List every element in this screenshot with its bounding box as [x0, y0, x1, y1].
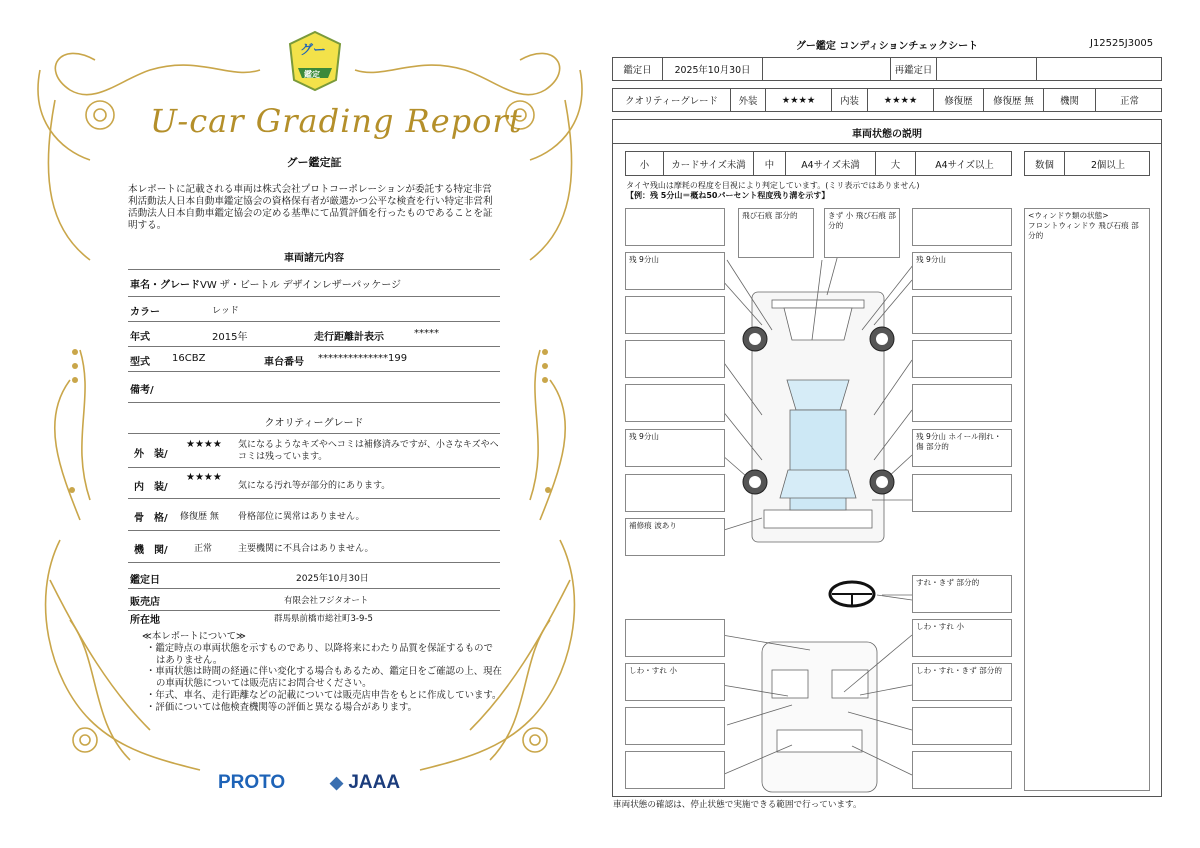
diagram-box-left-rear-tire: 残 9分山 — [625, 429, 725, 467]
grade-comment: 骨格部位に異常はありません。 — [238, 512, 365, 522]
empty-cell — [763, 58, 891, 80]
jaaa-logo-text: JAAA — [348, 772, 401, 793]
grade-summary-row — [612, 88, 1162, 112]
spec-row-name — [128, 271, 500, 297]
diagram-box-interior: しわ・すれ 小 — [625, 663, 725, 701]
year-label: 年式 — [130, 332, 150, 343]
checksheet-code: J12525J3005 — [1090, 38, 1154, 49]
empty-cell — [1037, 58, 1163, 80]
diagram-box — [625, 340, 725, 378]
interior-label: 内装 — [832, 89, 868, 111]
grade-value: ★★★★ — [186, 439, 222, 450]
tire-note-example: 【例：残 5分山＝概ね50パーセント程度残り溝を示す】 — [626, 191, 830, 200]
diagram-box-interior: しわ・すれ・きず 部分的 — [912, 663, 1012, 701]
diagram-box — [625, 474, 725, 512]
diagram-box — [912, 474, 1012, 512]
exterior-value: ★★★★ — [766, 89, 832, 111]
grade-comment: 気になる汚れ等が部分的にあります。 — [238, 481, 391, 491]
count-label: 数個 — [1025, 152, 1065, 175]
diagram-box-front-glass: 飛び石痕 部分的 — [738, 208, 814, 258]
grade-row-engine — [128, 532, 500, 563]
legend-small: 小 — [626, 152, 664, 175]
date-label: 鑑定日 — [613, 58, 663, 80]
note-item: ・車両状態は時間の経過に伴い変化する場合もあるため、鑑定日をご確認の上、現在の車両状態については販売店にお問合せください。 — [146, 666, 502, 690]
grade-label: 骨 格/ — [134, 513, 168, 524]
diagram-box — [912, 707, 1012, 745]
diagram-box-interior: しわ・すれ 小 — [912, 619, 1012, 657]
count-legend — [1024, 151, 1150, 176]
mileage-value: ***** — [414, 328, 439, 339]
grade-row-interior — [128, 469, 500, 499]
interior-value: ★★★★ — [868, 89, 934, 111]
diagram-box-front: きず 小 飛び石痕 部分的 — [824, 208, 900, 258]
repair-value: 修復歴 無 — [984, 89, 1044, 111]
note-item: ・年式、車名、走行距離などの記載については販売店申告をもとに作成しています。 — [146, 689, 502, 701]
window-state-box — [1024, 208, 1150, 791]
diagram-box-right-rear-tire: 残 9分山 ホイール削れ・傷 部分的 — [912, 429, 1012, 467]
name-value: VW ザ・ビートル デザインレザーパッケージ — [200, 280, 402, 291]
grade-value: 正常 — [194, 544, 213, 554]
window-heading: <ウィンドウ類の状態> — [1028, 211, 1109, 220]
repair-label: 修復歴 — [934, 89, 984, 111]
diagram-box — [912, 384, 1012, 422]
grade-label: 機 関/ — [134, 545, 168, 556]
model-value: 16CBZ — [172, 353, 206, 364]
diagram-box — [912, 340, 1012, 378]
reappraisal-label: 再鑑定日 — [891, 58, 937, 80]
note-item: ・鑑定時点の車両状態を示すものであり、以降将来にわたり品質を保証するものではありません。 — [146, 642, 493, 666]
diagram-box — [912, 208, 1012, 246]
year-value: 2015年 — [212, 332, 248, 343]
count-value: 2個以上 — [1090, 159, 1126, 171]
engine-value: 正常 — [1120, 96, 1139, 107]
diagram-box — [625, 619, 725, 657]
legend-small-desc: カードサイズ未満 — [664, 152, 754, 175]
diagram-box — [625, 208, 725, 246]
spec-row-remarks — [128, 373, 500, 403]
mileage-label: 走行距離計表示 — [314, 332, 384, 343]
condition-heading: 車両状態の説明 — [852, 129, 922, 140]
proto-logo — [218, 772, 285, 794]
diagram-box — [625, 296, 725, 334]
appraisal-date-label: 鑑定日 — [130, 575, 160, 586]
diagram-box — [912, 751, 1012, 789]
grade-label: 内 装/ — [134, 482, 168, 493]
size-legend — [625, 151, 1012, 176]
diagram-box-left-front-tire: 残 9分山 — [625, 252, 725, 290]
dealer-name: 有限会社フジタオート — [284, 596, 369, 606]
dealer-label: 販売店 — [130, 597, 160, 608]
appraisal-date: 2025年10月30日 — [296, 574, 369, 584]
footer-note: 車両状態の確認は、停止状態で実施できる範囲で行っています。 — [613, 800, 862, 810]
date-row — [612, 57, 1162, 81]
report-notes — [142, 631, 502, 714]
chassis-value: **************199 — [318, 353, 408, 364]
legend-large: 大 — [876, 152, 916, 175]
spec-heading: 車両諸元内容 — [284, 253, 344, 264]
grade-comment: 気になるようなキズやヘコミは補修済みですが、小さなキズやヘコミは残っています。 — [238, 440, 499, 462]
notes-heading: ≪本レポートについて≫ — [142, 631, 246, 642]
checksheet-title: グー鑑定 コンディションチェックシート — [795, 41, 979, 52]
car-interior-outline — [762, 642, 877, 792]
grade-label: クオリティーグレード — [613, 89, 731, 111]
color-value: レッド — [212, 306, 239, 316]
goo-appraisal-badge — [288, 30, 342, 92]
certificate-heading: グー鑑定証 — [286, 156, 342, 169]
diagram-box — [625, 751, 725, 789]
grade-heading: クオリティーグレード — [264, 418, 364, 429]
grade-label: 外 装/ — [134, 449, 168, 460]
grade-comment: 主要機関に不具合はありません。 — [238, 544, 374, 554]
diagram-box — [625, 707, 725, 745]
badge-bottom-text: 鑑定 — [304, 70, 320, 79]
diagram-box-steering: すれ・きず 部分的 — [912, 575, 1012, 613]
appraisal-date-row — [128, 566, 500, 589]
legend-medium: 中 — [754, 152, 786, 175]
jaaa-mark-icon: ◆ — [330, 773, 344, 792]
legend-medium-desc: A4サイズ未満 — [786, 152, 876, 175]
remarks-label: 備考/ — [130, 385, 154, 396]
grade-value: 修復歴 無 — [180, 512, 219, 522]
diagram-box — [625, 384, 725, 422]
diagram-box-right-front-tire: 残 9分山 — [912, 252, 1012, 290]
jaaa-logo — [330, 772, 400, 794]
badge-top-text: グー — [300, 43, 327, 58]
date-value: 2025年10月30日 — [663, 58, 763, 80]
spec-row-color — [128, 298, 500, 322]
legend-large-desc: A4サイズ以上 — [935, 159, 994, 171]
exterior-label: 外装 — [731, 89, 766, 111]
note-item: ・評価については他検査機関等の評価と異なる場合があります。 — [146, 701, 417, 713]
diagram-box — [912, 296, 1012, 334]
chassis-label: 車台番号 — [264, 357, 304, 368]
name-label: 車名・グレード — [130, 280, 200, 291]
divider — [612, 143, 1162, 144]
reappraisal-value — [937, 58, 1037, 80]
model-label: 型式 — [130, 357, 150, 368]
diagram-box-left-repair: 補修痕 波あり — [625, 518, 725, 556]
report-title: U-car Grading Report — [150, 102, 523, 140]
dealer-row — [128, 590, 500, 611]
window-state: フロントウィンドウ 飛び石痕 部分的 — [1028, 221, 1139, 240]
grade-value: ★★★★ — [186, 472, 222, 483]
address-label: 所在地 — [130, 615, 160, 626]
address: 群馬県前橋市総社町3-9-5 — [274, 614, 373, 624]
proto-logo-text: PROTO — [218, 772, 286, 793]
divider — [128, 269, 500, 270]
tire-note: タイヤ残山は摩耗の程度を目視により判定しています。(ミリ表示ではありません) — [626, 181, 920, 190]
spec-row-model — [128, 348, 500, 372]
grade-row-exterior — [128, 435, 500, 468]
address-row — [128, 612, 500, 627]
certificate-text: 本レポートに記載される車両は株式会社プロトコーポレーションが委託する特定非営利活動法人日本自動車鑑定協会の資格保有者が厳選かつ公平な検査を行い特定非営利活動法人日本自動車鑑定協会の定める基準にて品質評価を行ったものであることを証明する。 — [128, 184, 493, 231]
divider — [128, 433, 500, 434]
color-label: カラー — [130, 307, 160, 318]
grade-row-frame — [128, 500, 500, 531]
engine-label: 機関 — [1044, 89, 1096, 111]
spec-row-year — [128, 323, 500, 347]
